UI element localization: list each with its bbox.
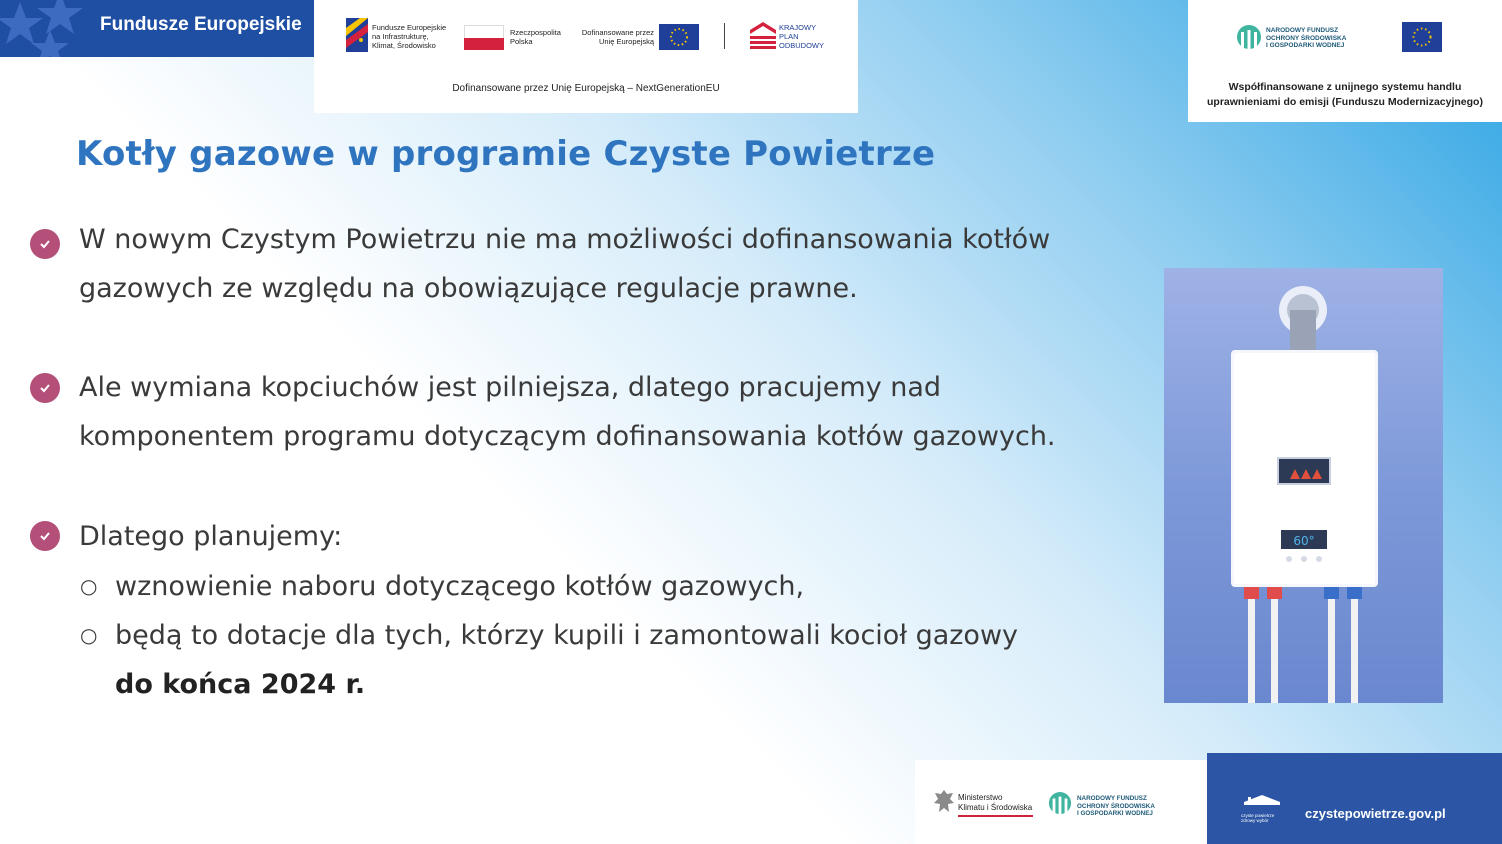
eu-tab-label: Fundusze Europejskie — [100, 14, 302, 35]
bullet-line: Ale wymiana kopciuchów jest pilniejsza, dlatego pracujemy nad — [79, 372, 942, 403]
bullet-line: W nowym Czystym Powietrzu nie ma możliwości dofinansowania kotłów — [79, 224, 1051, 255]
rp-line: Rzeczpospolita — [510, 28, 561, 37]
ministry-underline — [958, 815, 1033, 817]
kpo-line: ODBUDOWY — [779, 41, 824, 50]
modernization-fund-caption — [1188, 80, 1502, 110]
ministry-text — [958, 793, 1032, 812]
house-logo-icon — [1242, 793, 1282, 813]
eu-flag-icon — [659, 24, 699, 50]
sub-item-text: będą to dotacje dla tych, którzy kupili i zamontowali kocioł gazowy — [115, 620, 1019, 651]
ministry-line: Klimatu i Środowiska — [958, 802, 1033, 812]
rp-line: Polska — [510, 37, 533, 46]
footer-logos — [915, 760, 1207, 844]
nfosigw-name-line: NARODOWY FUNDUSZ — [1077, 795, 1147, 802]
fe-iks-text — [372, 23, 446, 50]
sub-item-content — [115, 611, 1105, 709]
funding-logo-bar — [314, 0, 858, 113]
cp-logo-line: czyste powietrze — [1241, 813, 1275, 818]
fe-iks-line: Fundusze Europejskie — [372, 23, 447, 32]
circle-bullet-icon: ○ — [80, 623, 98, 647]
nfosigw-name-line: OCHRONY ŚRODOWISKA — [1266, 34, 1347, 42]
sub-list-item — [80, 562, 1120, 611]
eu-cofinanced-line: Unię Europejską — [598, 37, 654, 46]
slide-title: Kotły gazowe w programie Czyste Powietrze — [76, 134, 936, 174]
fe-logo-icon — [346, 18, 368, 52]
website-url[interactable]: czystepowietrze.gov.pl — [1305, 806, 1446, 821]
czyste-powietrze-footer — [1207, 753, 1502, 844]
bullet-item — [79, 215, 1119, 313]
gas-boiler-illustration — [1164, 268, 1443, 703]
boiler-display-text: 60° — [1293, 534, 1315, 548]
bullet-line: gazowych ze względu na obowiązujące regulacje prawne. — [79, 273, 858, 304]
nfosigw-logo-icon — [1236, 24, 1262, 52]
gas-boiler-icon — [1164, 268, 1443, 703]
nfosigw-name-line: NARODOWY FUNDUSZ — [1266, 27, 1339, 34]
circle-bullet-icon: ○ — [80, 574, 98, 598]
fe-iks-line: Klimat, Środowisko — [372, 41, 436, 50]
caption-line: Współfinansowane z unijnego systemu handlu — [1228, 81, 1462, 93]
eagle-emblem-icon — [933, 788, 955, 816]
eu-cofinanced-line: Dofinansowane przez — [581, 28, 654, 37]
kpo-logo-icon — [750, 22, 776, 50]
nfosigw-name — [1077, 795, 1155, 818]
kpo-line: PLAN — [779, 32, 799, 41]
cp-logo-text — [1241, 813, 1274, 823]
kpo-text — [779, 23, 824, 50]
nfosigw-name — [1266, 27, 1346, 50]
eu-stars-icon — [0, 0, 86, 57]
eu-flag-icon — [1402, 22, 1442, 52]
nfosigw-name-line: OCHRONY ŚRODOWISKA — [1077, 802, 1155, 810]
ministry-line: Ministerstwo — [958, 793, 1003, 802]
bullet-line: komponentem programu dotyczącym dofinansowania kotłów gazowych. — [79, 421, 1056, 452]
cp-logo-line: zdrowy wybór — [1241, 818, 1269, 823]
nfosigw-logo-icon — [1048, 791, 1072, 817]
nfosigw-name-line: I GOSPODARKI WODNEJ — [1077, 810, 1153, 817]
rp-text — [510, 28, 561, 46]
bullet-item — [79, 512, 1119, 561]
bullet-item — [79, 363, 1119, 461]
fe-iks-line: na Infrastrukturę, — [372, 32, 429, 41]
eu-funds-tab — [0, 0, 314, 57]
eu-cofinanced-text — [572, 28, 654, 46]
sub-list-item — [80, 611, 1120, 709]
kpo-line: KRAJOWY — [779, 23, 817, 32]
check-bullet-icon — [30, 373, 60, 403]
bullet-line: Dlatego planujemy: — [79, 521, 343, 552]
sub-item-bold-text: do końca 2024 r. — [115, 669, 366, 700]
sub-item-text: wznowienie naboru dotyczącego kotłów gazowych, — [115, 571, 805, 602]
nfosigw-box — [1188, 0, 1502, 122]
check-bullet-icon — [30, 229, 60, 259]
caption-line: uprawnieniami do emisji (Funduszu Modernizacyjnego) — [1207, 96, 1483, 108]
nextgen-caption: Dofinansowane przez Unię Europejską – NextGenerationEU — [452, 83, 720, 94]
nfosigw-name-line: I GOSPODARKI WODNEJ — [1266, 42, 1345, 49]
divider — [724, 23, 725, 49]
check-bullet-icon — [30, 521, 60, 551]
poland-flag-icon — [464, 25, 504, 49]
